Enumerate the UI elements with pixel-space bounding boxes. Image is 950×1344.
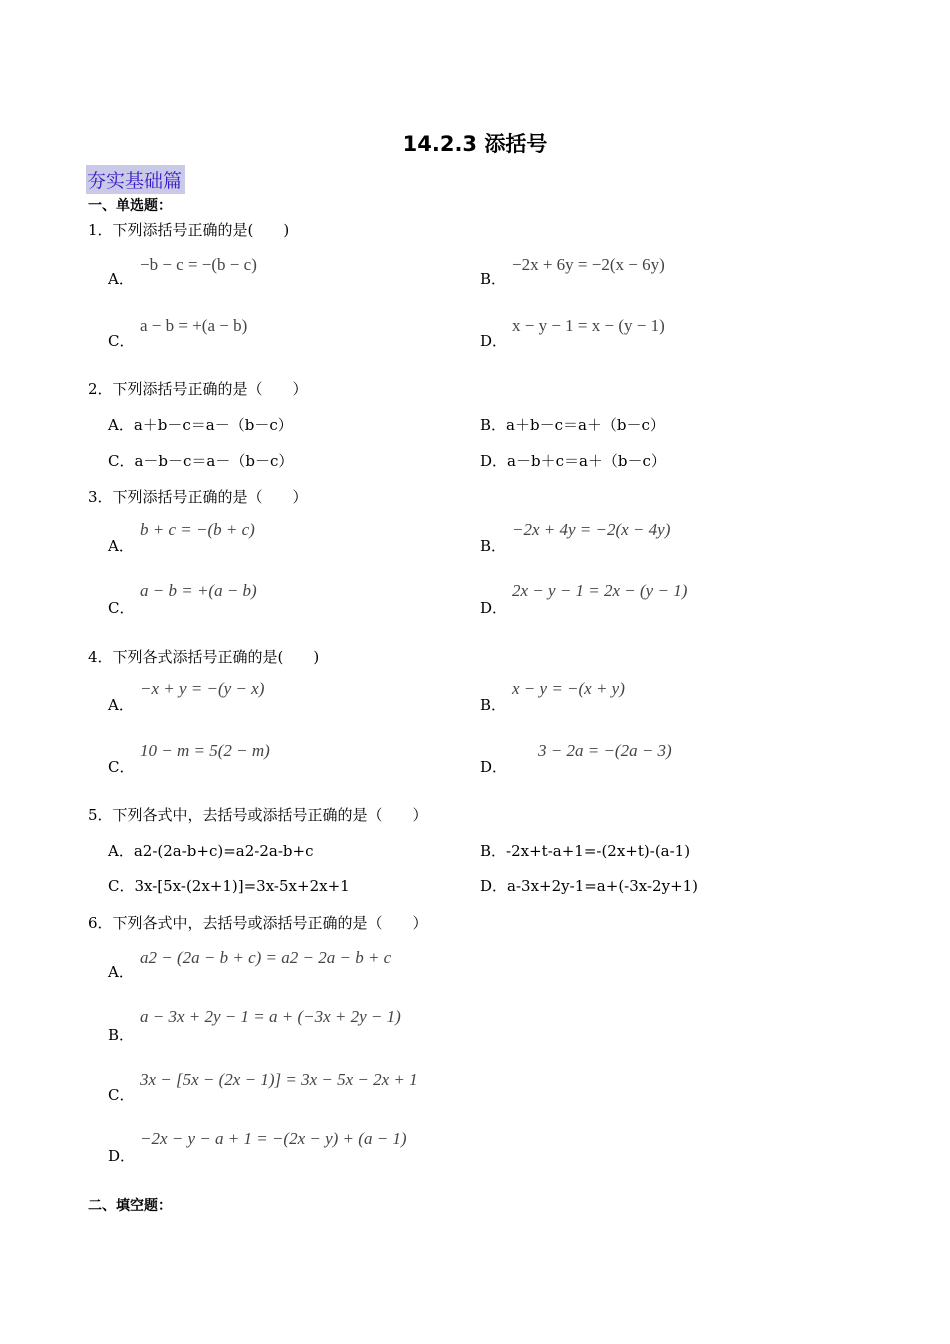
- q1-option-d-label: D．: [480, 332, 508, 350]
- q1-option-a-label: A．: [108, 270, 134, 288]
- q2-option-b: B．a＋b－c＝a＋（b－c）: [480, 416, 665, 434]
- q2-option-c: C．a－b－c＝a－（b－c）: [108, 452, 294, 470]
- q1-option-d: x − y − 1 = x − (y − 1): [512, 316, 665, 335]
- q1-option-c-label: C．: [108, 332, 135, 350]
- q6-option-d-label: D．: [108, 1147, 136, 1165]
- section-heading-choice: 一、单选题：: [88, 198, 172, 214]
- q4-option-d: 3 − 2a = −(2a − 3): [538, 741, 672, 760]
- page-title: 14.2.3 添括号: [402, 132, 548, 156]
- q5-option-c: C．3x-[5x-(2x+1)]=3x-5x+2x+1: [108, 877, 350, 895]
- q3-option-b: −2x + 4y = −2(x − 4y): [512, 520, 671, 539]
- q4-option-a: −x + y = −(y − x): [140, 679, 265, 698]
- q1-option-c: a − b = +(a − b): [140, 316, 248, 335]
- q2-option-a: A．a＋b－c＝a－（b－c）: [108, 416, 293, 434]
- q3-option-b-label: B．: [480, 537, 507, 555]
- q6-option-c-label: C．: [108, 1086, 135, 1104]
- q5-option-a: A．a2-(2a-b+c)=a2-2a-b+c: [108, 842, 314, 860]
- q2-option-d: D．a－b＋c＝a＋（b－c）: [480, 452, 666, 470]
- q4-option-b: x − y = −(x + y): [512, 679, 625, 698]
- q5-option-b: B．-2x+t-a+1=-(2x+t)-(a-1): [480, 842, 691, 860]
- q6-option-b: a − 3x + 2y − 1 = a + (−3x + 2y − 1): [140, 1007, 401, 1026]
- q6-option-a: a2 − (2a − b + c) = a2 − 2a − b + c: [140, 948, 392, 967]
- q1-option-b-label: B．: [480, 270, 507, 288]
- question-1-stem: 1．下列添括号正确的是( ): [88, 221, 290, 239]
- q5-option-d: D．a-3x+2y-1=a+(-3x-2y+1): [480, 877, 699, 895]
- q6-option-d: −2x − y − a + 1 = −(2x − y) + (a − 1): [140, 1129, 407, 1148]
- q1-option-b: −2x + 6y = −2(x − 6y): [512, 255, 665, 274]
- q6-option-a-label: A．: [108, 963, 134, 981]
- section-heading-fill: 二、填空题：: [88, 1198, 172, 1214]
- q3-option-c: a − b = +(a − b): [140, 581, 257, 600]
- q6-option-c: 3x − [5x − (2x − 1)] = 3x − 5x − 2x + 1: [140, 1070, 418, 1089]
- section-badge: 夯实基础篇: [86, 165, 185, 194]
- q3-option-a-label: A．: [108, 537, 134, 555]
- question-6-stem: 6．下列各式中，去括号或添括号正确的是（ ）: [88, 914, 428, 932]
- q4-option-c: 10 − m = 5(2 − m): [140, 741, 270, 760]
- q6-option-b-label: B．: [108, 1026, 135, 1044]
- question-5-stem: 5．下列各式中，去括号或添括号正确的是（ ）: [88, 806, 428, 824]
- q4-option-c-label: C．: [108, 758, 135, 776]
- q3-option-d-label: D．: [480, 599, 508, 617]
- q3-option-a: b + c = −(b + c): [140, 520, 255, 539]
- q4-option-d-label: D．: [480, 758, 508, 776]
- q3-option-d: 2x − y − 1 = 2x − (y − 1): [512, 581, 688, 600]
- question-2-stem: 2．下列添括号正确的是（ ）: [88, 380, 308, 398]
- q3-option-c-label: C．: [108, 599, 135, 617]
- question-4-stem: 4．下列各式添括号正确的是( ): [88, 648, 320, 666]
- q4-option-a-label: A．: [108, 696, 134, 714]
- question-3-stem: 3．下列添括号正确的是（ ）: [88, 488, 308, 506]
- q1-option-a: −b − c = −(b − c): [140, 255, 257, 274]
- q4-option-b-label: B．: [480, 696, 507, 714]
